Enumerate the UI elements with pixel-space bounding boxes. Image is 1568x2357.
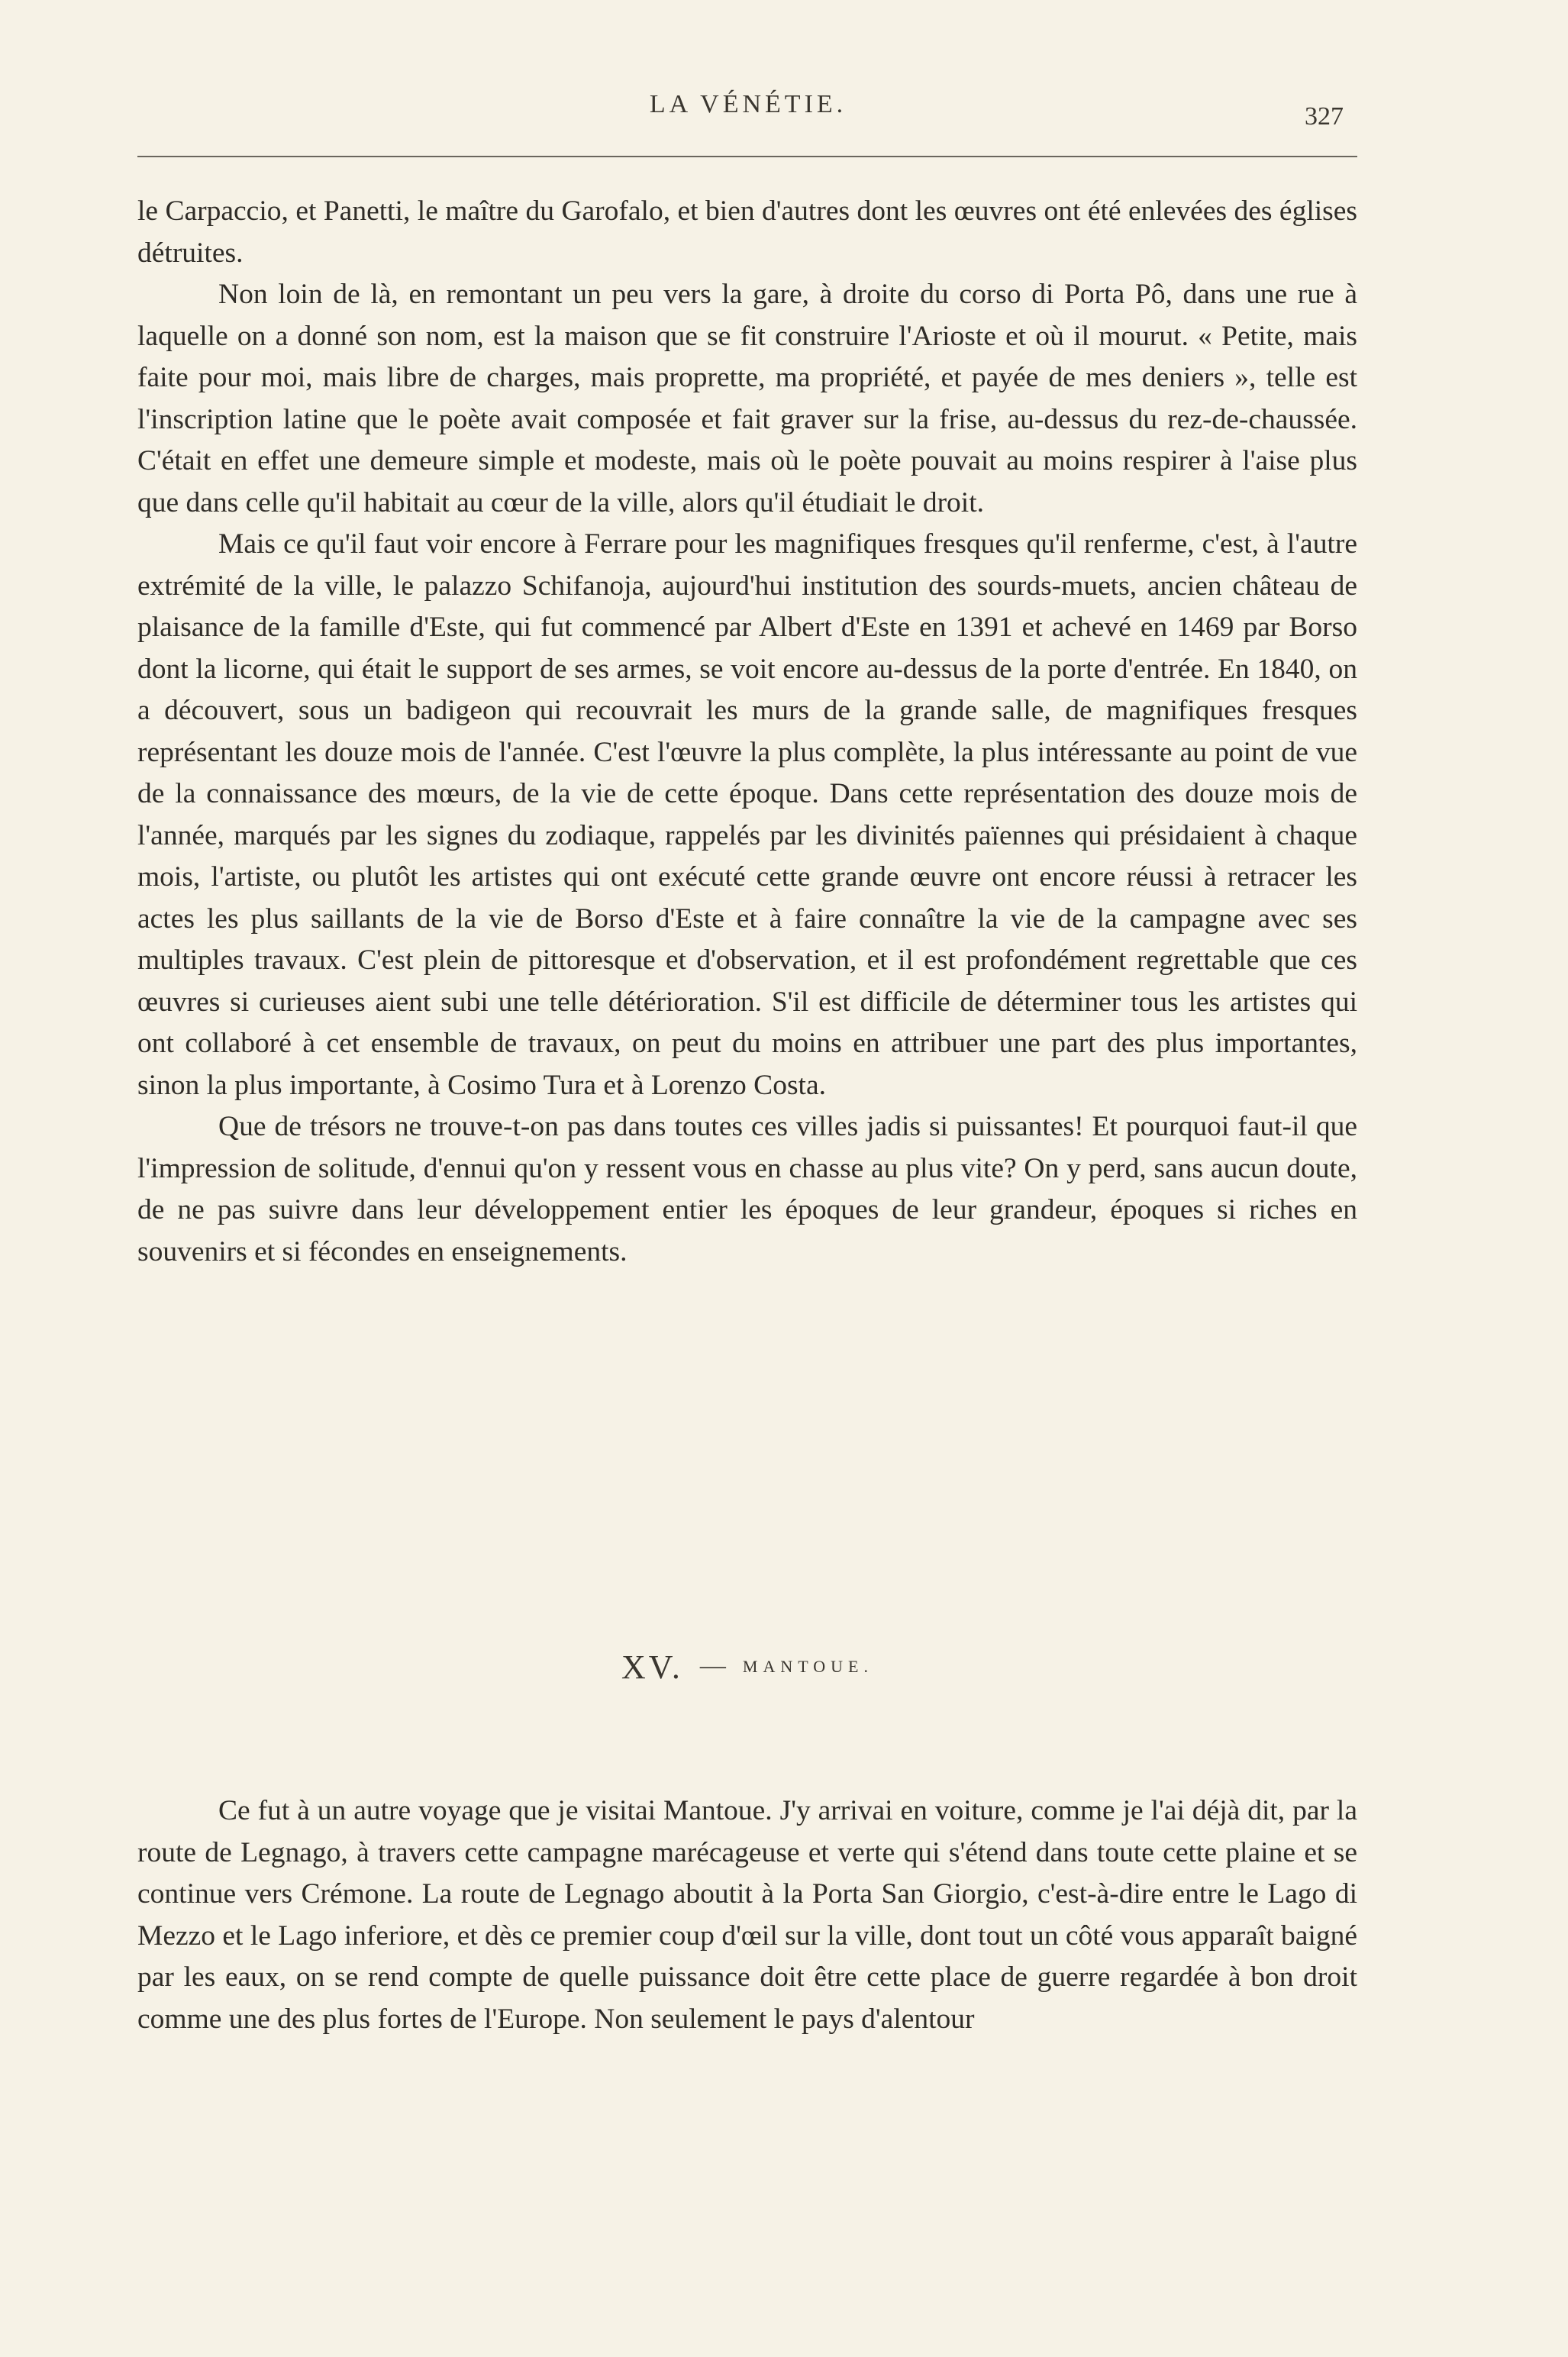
- paragraph-schifanoja: Mais ce qu'il faut voir encore à Ferrare pour les magnifiques fresques qu'il renferme, c'est, à l'autre extrémité de la ville, le palazzo Schifanoja, aujourd'hui institution des sourds-muets, ancien château de plaisance de la famille d'Este, qui fut commencé par Albert d'Este en 1391 et achevé en 1469 par Borso dont la licorne, qui était le support de ses armes, se voit encore au-dessus de la porte d'entrée. En 1840, on a découvert, sous un badigeon qui recouvrait les murs de la grande salle, de magnifiques fresques représentant les douze mois de l'année. C'est l'œuvre la plus complète, la plus intéressante au point de vue de la connaissance des mœurs, de la vie de cette époque. Dans cette représentation des douze mois de l'année, marqués par les signes du zodiaque, rappelés par les divinités païennes qui présidaient à chaque mois, l'artiste, ou plutôt les artistes qui ont exécuté cette grande œuvre ont encore réussi à retracer les actes les plus saillants de la vie de Borso d'Este et à faire connaître la vie de la campagne avec ses multiples travaux. C'est plein de pittoresque et d'observation, et il est profondément regrettable que ces œuvres si curieuses aient subi une telle détérioration. S'il est difficile de déterminer tous les artistes qui ont collaboré à cet ensemble de travaux, on peut du moins en attribuer une part des plus importantes, sinon la plus importante, à Cosimo Tura et à Lorenzo Costa.: [137, 528, 1357, 1101]
- section-name: MANTOUE.: [742, 1657, 873, 1676]
- body-text-top: [137, 191, 1357, 1273]
- running-title: LA VÉNÉTIE.: [649, 90, 847, 118]
- section-number: XV.: [621, 1648, 683, 1686]
- running-head: [137, 86, 1359, 131]
- paragraph-arioste: Non loin de là, en remontant un peu vers la gare, à droite du corso di Porta Pô, dans une rue à laquelle on a donné son nom, est la maison que se fit construire l'Arioste et où il mourut. « Petite, mais faite pour moi, mais libre de charges, mais proprette, ma propriété, et payée de mes deniers », telle est l'inscription latine que le poète avait composée et fait graver sur la frise, au-dessus du rez-de-chaussée. C'était en effet une demeure simple et modeste, mais où le poète pouvait au moins respirer à l'aise plus que dans celle qu'il habitait au cœur de la ville, alors qu'il étudiait le droit.: [137, 279, 1357, 518]
- section-heading: [137, 1648, 1357, 1687]
- header-rule: [137, 156, 1357, 157]
- paragraph-continuation: le Carpaccio, et Panetti, le maître du Garofalo, et bien d'autres dont les œuvres ont été enlevées des églises détruites.: [137, 195, 1357, 269]
- body-text-bottom: [137, 1790, 1357, 2040]
- section-dash: —: [699, 1652, 726, 1680]
- page-number: 327: [1305, 102, 1344, 131]
- paragraph-tresors: Que de trésors ne trouve-t-on pas dans toutes ces villes jadis si puissantes! Et pourquoi faut-il que l'impression de solitude, d'ennui qu'on y ressent vous en chasse au plus vite? On y perd, sans aucun doute, de ne pas suivre dans leur développement entier les époques de leur grandeur, époques si riches en souvenirs et si fécondes en enseignements.: [137, 1111, 1357, 1267]
- paragraph-mantoue: Ce fut à un autre voyage que je visitai Mantoue. J'y arrivai en voiture, comme je l'ai déjà dit, par la route de Legnago, à travers cette campagne marécageuse et verte qui s'étend dans toute cette plaine et se continue vers Crémone. La route de Legnago aboutit à la Porta San Giorgio, c'est-à-dire entre le Lago di Mezzo et le Lago inferiore, et dès ce premier coup d'œil sur la ville, dont tout un côté vous apparaît baigné par les eaux, on se rend compte de quelle puissance doit être cette place de guerre regardée à bon droit comme une des plus fortes de l'Europe. Non seulement le pays d'alentour: [137, 1795, 1357, 2035]
